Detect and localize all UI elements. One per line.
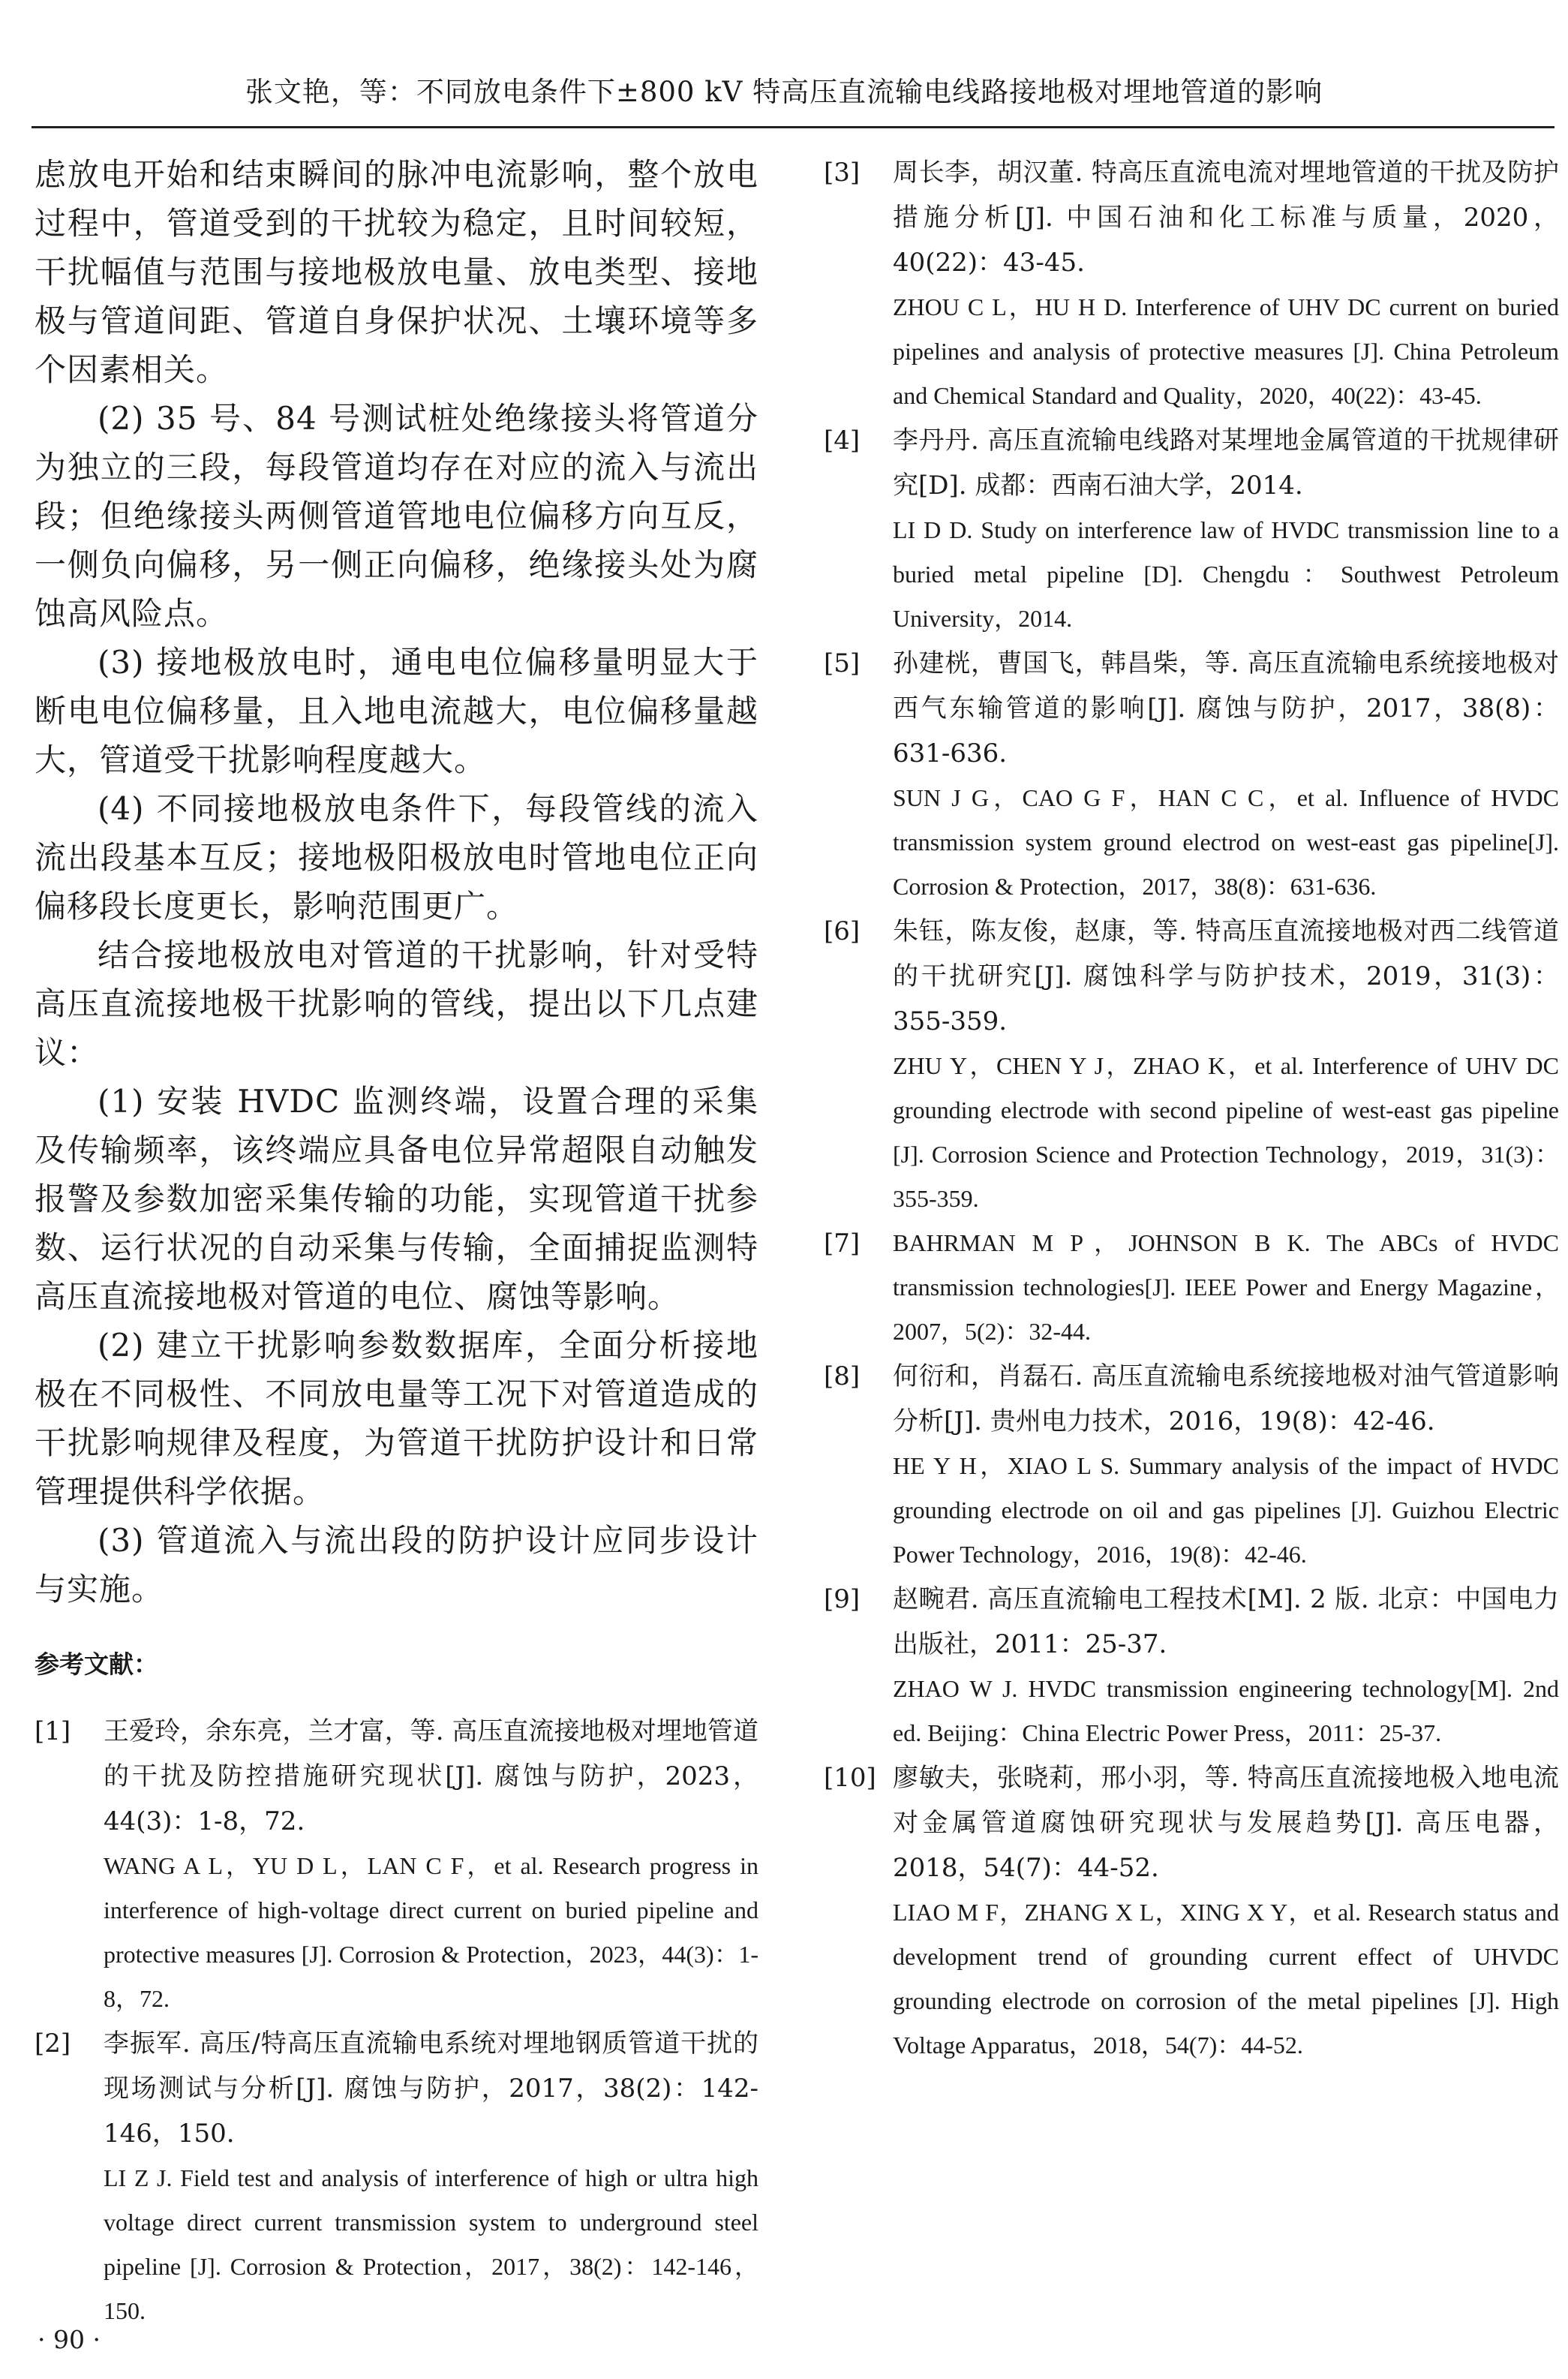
reference-chinese: 廖敏夫，张晓莉，邢小羽，等. 特高压直流接地极入地电流对金属管道腐蚀研究现状与发展趋势[J]. 高压电器，2018，54(7)：44-52.: [893, 1763, 1559, 1883]
reference-item: [824, 150, 1559, 418]
reference-number: [5]: [824, 648, 861, 678]
reference-english: LIAO M F，ZHANG X L，XING X Y，et al. Research status and development trend of grounding current effect of UHVDC grounding electrode on corrosion of the metal pipelines [J]. High Voltage Apparatus，2018，54(7)：44-52.: [893, 1899, 1559, 2059]
body-paragraph: 结合接地极放电对管道的干扰影响，针对受特高压直流接地极干扰影响的管线，提出以下几点建议：: [35, 937, 758, 1071]
reference-chinese: 孙建桄，曹国飞，韩昌柴，等. 高压直流输电系统接地极对西气东输管道的影响[J]. 腐蚀与防护，2017，38(8)：631-636.: [893, 648, 1559, 768]
reference-chinese: 何衍和，肖磊石. 高压直流输电系统接地极对油气管道影响分析[J]. 贵州电力技术，2016，19(8)：42-46.: [893, 1361, 1559, 1436]
body-paragraph: (2) 建立干扰影响参数数据库，全面分析接地极在不同极性、不同放电量等工况下对管道造成的干扰影响规律及程度，为管道干扰防护设计和日常管理提供科学依据。: [35, 1327, 758, 1510]
body-paragraph: (3) 接地极放电时，通电电位偏移量明显大于断电电位偏移量，且入地电流越大，电位偏移量越大，管道受干扰影响程度越大。: [35, 644, 758, 778]
running-title: 张文艳，等：不同放电条件下±800 kV 特高压直流输电线路接地极对埋地管道的影响: [245, 76, 1323, 108]
body-paragraph: (1) 安装 HVDC 监测终端，设置合理的采集及传输频率，该终端应具备电位异常超限自动触发报警及参数加密采集传输的功能，实现管道干扰参数、运行状况的自动采集与传输，全面捕捉监测特高压直流接地极对管道的电位、腐蚀等影响。: [35, 1083, 758, 1315]
reference-english: BAHRMAN M P，JOHNSON B K. The ABCs of HVDC transmission technologies[J]. IEEE Power and Energy Magazine，2007，5(2)：32-44.: [893, 1229, 1559, 1345]
page-number: · 90 ·: [38, 2325, 101, 2354]
reference-chinese: 朱钰，陈友俊，赵康，等. 特高压直流接地极对西二线管道的干扰研究[J]. 腐蚀科学与防护技术，2019，31(3)：355-359.: [893, 916, 1559, 1036]
reference-number: [2]: [35, 2029, 71, 2059]
reference-number: [1]: [35, 1716, 71, 1746]
reference-chinese: 赵畹君. 高压直流输电工程技术[M]. 2 版. 北京：中国电力出版社，2011：25-37.: [893, 1584, 1559, 1659]
reference-item: [824, 1577, 1559, 1755]
reference-english: ZHOU C L，HU H D. Interference of UHV DC current on buried pipelines and analysis of protective measures [J]. China Petroleum and Chemical Standard and Quality，2020，40(22)：43-45.: [893, 293, 1559, 409]
reference-item: [824, 1354, 1559, 1577]
references-heading: 参考文献：: [35, 1650, 158, 1679]
reference-english: ZHAO W J. HVDC transmission engineering technology[M]. 2nd ed. Beijing：China Electric Power Press，2011：25-37.: [893, 1675, 1559, 1746]
reference-number: [3]: [824, 158, 861, 188]
reference-item: [824, 1755, 1559, 2068]
reference-item: [824, 641, 1559, 909]
reference-number: [8]: [824, 1361, 861, 1391]
reference-chinese: 周长李，胡汉董. 特高压直流电流对埋地管道的干扰及防护措施分析[J]. 中国石油和化工标准与质量，2020，40(22)：43-45.: [893, 158, 1559, 278]
reference-english: LI Z J. Field test and analysis of interference of high or ultra high voltage direct current transmission system to underground steel pipeline [J]. Corrosion & Protection，2017，38(2)：142-146，150.: [104, 2164, 758, 2324]
body-paragraph: (3) 管道流入与流出段的防护设计应同步设计与实施。: [35, 1522, 758, 1608]
body-paragraph: 虑放电开始和结束瞬间的脉冲电流影响，整个放电过程中，管道受到的干扰较为稳定，且时间较短，干扰幅值与范围与接地极放电量、放电类型、接地极与管道间距、管道自身保护状况、土壤环境等多个因素相关。: [35, 156, 758, 388]
reference-number: [4]: [824, 426, 861, 456]
reference-english: LI D D. Study on interference law of HVDC transmission line to a buried metal pipeline [D]. Chengdu：Southwest Petroleum University，2014.: [893, 516, 1559, 632]
reference-chinese: 王爱玲，余东亮，兰才富，等. 高压直流接地极对埋地管道的干扰及防控措施研究现状[J]. 腐蚀与防护，2023，44(3)：1-8，72.: [104, 1716, 758, 1836]
header-rule: [32, 126, 1554, 128]
right-column: [824, 150, 1559, 2068]
body-paragraph: (2) 35 号、84 号测试桩处绝缘接头将管道分为独立的三段，每段管道均存在对应的流入与流出段；但绝缘接头两侧管道管地电位偏移方向互反，一侧负向偏移，另一侧正向偏移，绝缘接头处为腐蚀高风险点。: [35, 400, 758, 632]
reference-item: [824, 1221, 1559, 1354]
reference-number: [10]: [824, 1763, 876, 1793]
reference-english: ZHU Y，CHEN Y J，ZHAO K，et al. Interference of UHV DC grounding electrode with second pipeline of west-east gas pipeline [J]. Corrosion Science and Protection Technology，2019，31(3)：355-359.: [893, 1052, 1559, 1212]
reference-item: [35, 2021, 758, 2333]
reference-number: [6]: [824, 916, 861, 946]
reference-english: WANG A L，YU D L，LAN C F，et al. Research progress in interference of high-voltage direct current on buried pipeline and protective measures [J]. Corrosion & Protection，2023，44(3)：1-8，72.: [104, 1852, 758, 2012]
left-column: [35, 150, 758, 2333]
reference-item: [824, 909, 1559, 1221]
reference-item: [824, 418, 1559, 641]
reference-chinese: 李振军. 高压/特高压直流输电系统对埋地钢质管道干扰的现场测试与分析[J]. 腐蚀与防护，2017，38(2)：142-146，150.: [104, 2029, 758, 2149]
reference-number: [7]: [824, 1229, 861, 1259]
reference-english: HE Y H，XIAO L S. Summary analysis of the impact of HVDC grounding electrode on oil and gas pipelines [J]. Guizhou Electric Power Technology，2016，19(8)：42-46.: [893, 1452, 1559, 1568]
reference-chinese: 李丹丹. 高压直流输电线路对某埋地金属管道的干扰规律研究[D]. 成都：西南石油大学，2014.: [893, 426, 1559, 501]
reference-item: [35, 1709, 758, 2021]
reference-number: [9]: [824, 1584, 861, 1614]
body-paragraph: (4) 不同接地极放电条件下，每段管线的流入流出段基本互反；接地极阳极放电时管地电位正向偏移段长度更长，影响范围更广。: [35, 790, 758, 925]
reference-english: SUN J G，CAO G F，HAN C C，et al. Influence of HVDC transmission system ground electrod on west-east gas pipeline[J]. Corrosion & Protection，2017，38(8)：631-636.: [893, 784, 1559, 900]
